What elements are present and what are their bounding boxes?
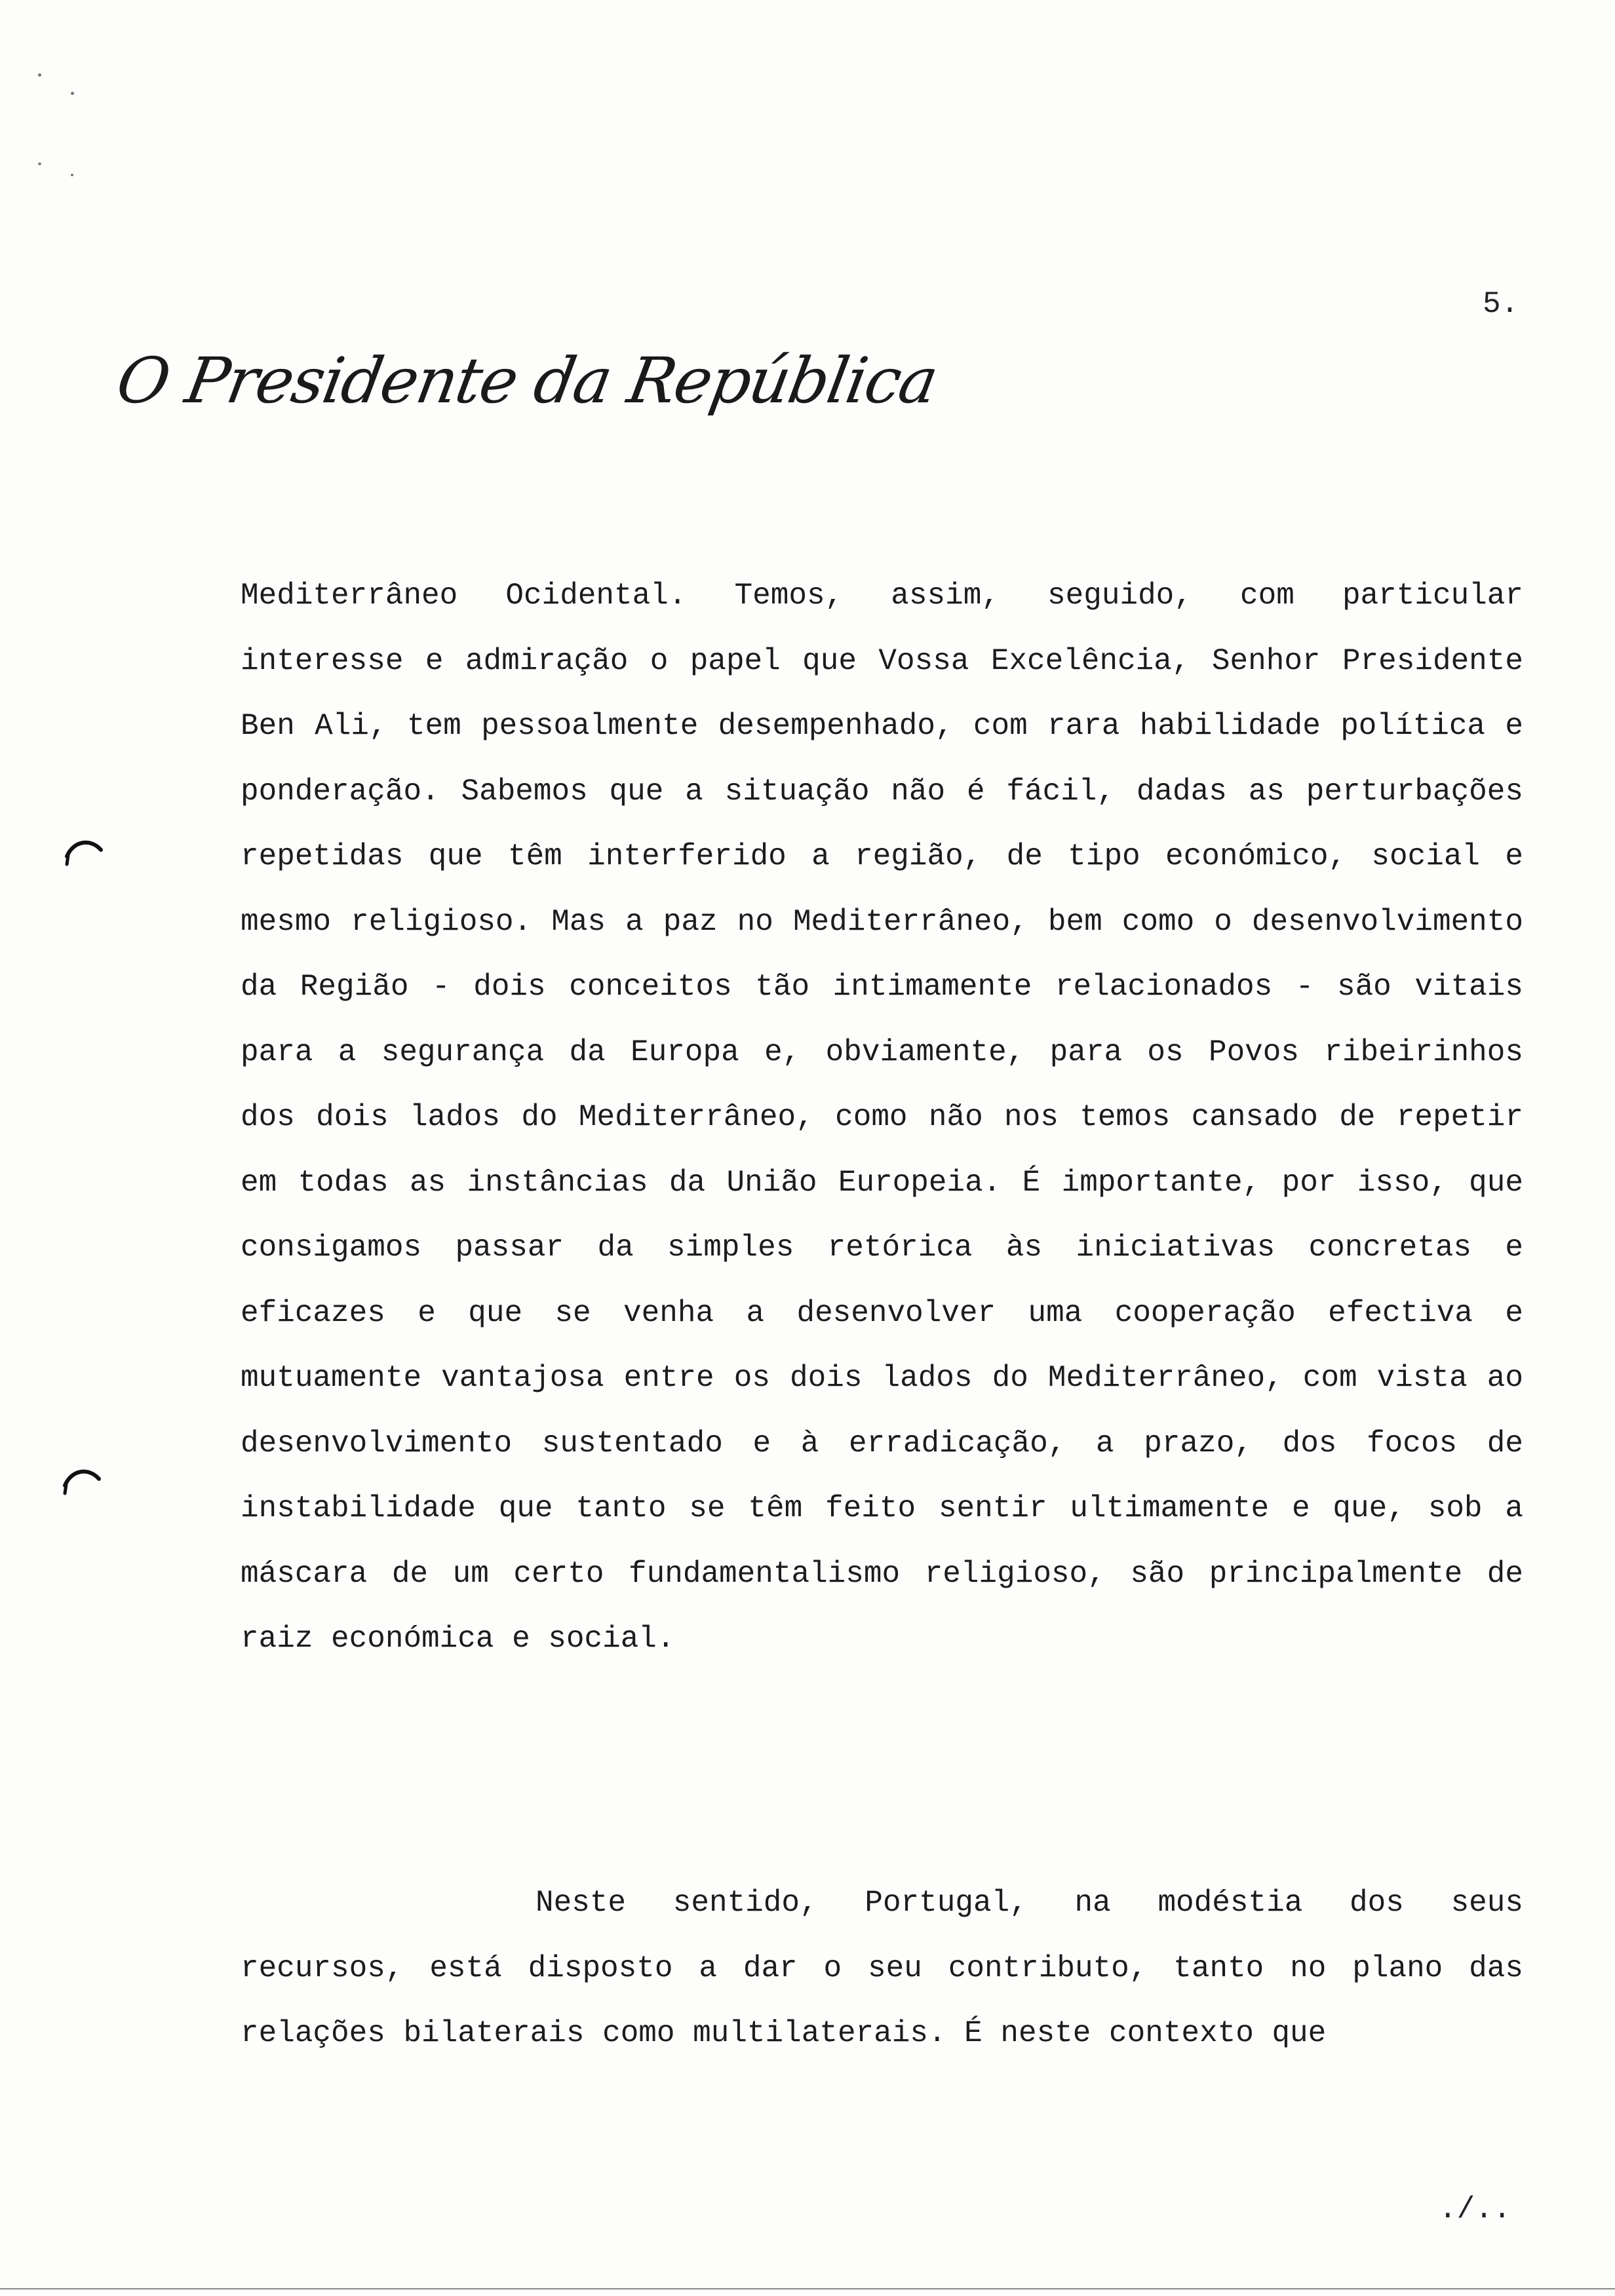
scan-speck [71,174,73,176]
body-paragraph-1: Mediterrâneo Ocidental. Temos, assim, seguido, com particular interesse e admiração o papel que Vossa Excelência, Senhor Presidente Ben Ali, tem pessoalmente desempenhado, com rara habilidade política e ponderação. Sabemos que a situação não é fácil, dadas as perturbações repetidas que têm interferido a região, de tipo económico, social e mesmo religioso. Mas a paz no Mediterrâneo, bem como o desenvolvimento da Região - dois conceitos tão intimamente relacionados - são vitais para a segurança da Europa e, obviamente, para os Povos ribeirinhos dos dois lados do Mediterrâneo, como não nos temos cansado de repetir em todas as instâncias da União Europeia. É importante, por isso, que consigamos passar da simples retórica às iniciativas concretas e eficazes e que se venha a desenvolver uma cooperação efectiva e mutuamente vantajosa entre os dois lados do Mediterrâneo, com vista ao desenvolvimento sustentado e à erradicação, a prazo, dos focos de instabilidade que tanto se têm feito sentir ultimamente e que, sob a máscara de um certo fundamentalismo religioso, são principalmente de raiz económica e social. [241,579,1523,1656]
scan-speck [38,163,41,165]
punch-hole-mark [62,1464,102,1497]
letterhead: O Presidente da República [111,344,943,417]
punch-hole-mark [64,835,104,868]
page-number: 5. [1483,287,1519,321]
scan-speck [71,92,74,95]
scan-speck [38,73,41,77]
continuation-mark: ./.. [1439,2192,1511,2227]
body-paragraph-2: Neste sentido, Portugal, na modéstia dos seus recursos, está disposto a dar o seu contributo, tanto no plano das relações bilaterais como multilaterais. É neste contexto que [241,1886,1523,2050]
scan-edge-line [0,2288,1615,2289]
